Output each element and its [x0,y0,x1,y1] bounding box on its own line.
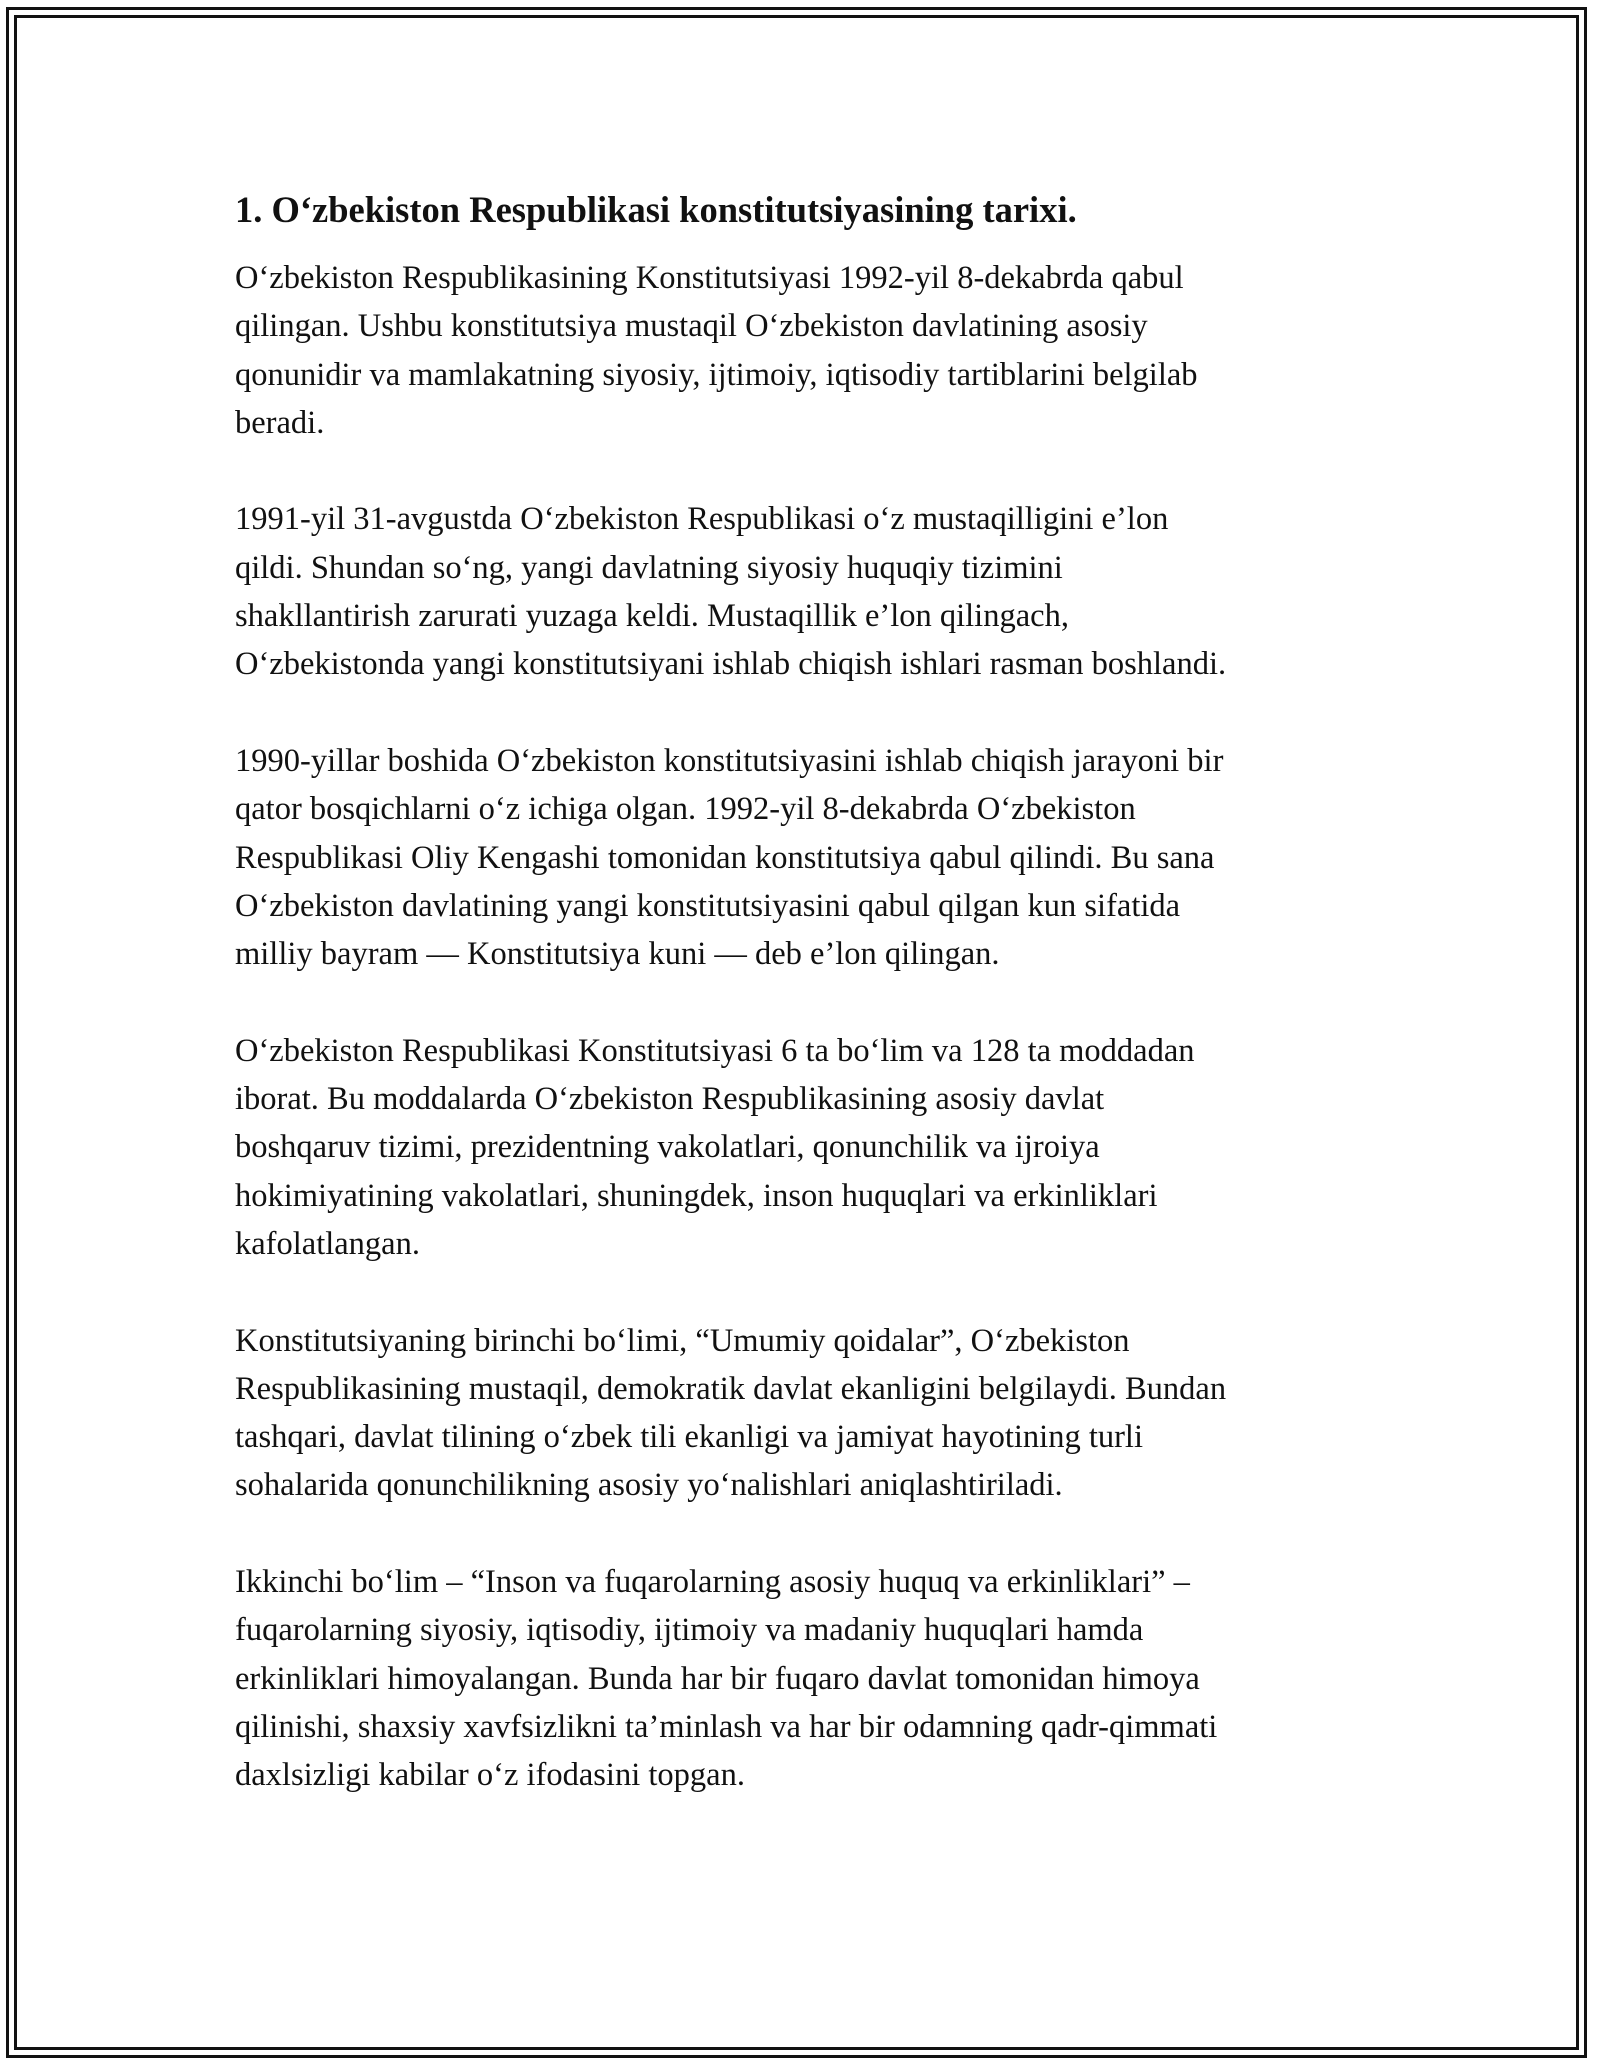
text-line: 1990-yillar boshida O‘zbekiston konstitutsiyasini ishlab chiqish jarayoni bir [235,742,1224,779]
text-line: Konstitutsiyaning birinchi bo‘limi, “Umumiy qoidalar”, O‘zbekiston [235,1322,1130,1359]
text-line: fuqarolarning siyosiy, iqtisodiy, ijtimoiy va madaniy huquqlari hamda [235,1612,1144,1649]
paragraph-second-section [235,1558,1365,1799]
text-line: qildi. Shundan so‘ng, yangi davlatning siyosiy huquqiy tizimini [235,549,1063,586]
document-body [235,186,1365,1848]
text-line: O‘zbekiston Respublikasi Konstitutsiyasi 6 ta bo‘lim va 128 ta moddadan [235,1032,1195,1069]
text-line: O‘zbekiston Respublikasining Konstitutsiyasi 1992-yil 8-dekabrda qabul [235,260,1184,296]
text-line: qilingan. Ushbu konstitutsiya mustaqil O‘zbekiston davlatining asosiy [235,308,1148,345]
text-line: beradi. [235,404,325,441]
paragraph-drafting-process [235,737,1365,978]
text-line: O‘zbekistonda yangi konstitutsiyani ishlab chiqish ishlari rasman boshlandi. [235,646,1227,683]
text-line: qator bosqichlarni o‘z ichiga olgan. 1992-yil 8-dekabrda O‘zbekiston [235,791,1136,828]
text-line: boshqaruv tizimi, prezidentning vakolatlari, qonunchilik va ijroiya [235,1129,1100,1166]
paragraph-adoption [235,254,1365,447]
paragraph-structure [235,1027,1365,1268]
text-line: shakllantirish zarurati yuzaga keldi. Mustaqillik e’lon qilingach, [235,598,1069,635]
text-line: tashqari, davlat tilining o‘zbek tili ekanligi va jamiyat hayotining turli [235,1419,1143,1456]
text-line: Ikkinchi bo‘lim – “Inson va fuqarolarning asosiy huquq va erkinliklari” – [235,1564,1190,1601]
text-line: kafolatlangan. [235,1225,420,1262]
text-line: erkinliklari himoyalangan. Bunda har bir fuqaro davlat tomonidan himoya [235,1660,1200,1697]
paragraph-first-section [235,1317,1365,1510]
text-line: hokimiyatining vakolatlari, shuningdek, inson huquqlari va erkinliklari [235,1177,1158,1214]
text-line: Respublikasi Oliy Kengashi tomonidan konstitutsiya qabul qilindi. Bu sana [235,839,1215,876]
text-line: milliy bayram — Konstitutsiya kuni — deb e’lon qilingan. [235,936,1000,973]
text-line: daxlsizligi kabilar o‘z ifodasini topgan. [235,1757,745,1794]
text-line: sohalarida qonunchilikning asosiy yo‘nalishlari aniqlashtiriladi. [235,1467,1063,1504]
text-line: Respublikasining mustaqil, demokratik davlat ekanligini belgilaydi. Bundan [235,1370,1227,1407]
section-heading: 1. O‘zbekiston Respublikasi konstitutsiyasining tarixi. [235,189,1077,230]
text-line: O‘zbekiston davlatining yangi konstitutsiyasini qabul qilgan kun sifatida [235,887,1181,924]
text-line: qilinishi, shaxsiy xavfsizlikni ta’minlash va har bir odamning qadr-qimmati [235,1708,1218,1745]
paragraph-independence [235,495,1365,688]
text-line: iborat. Bu moddalarda O‘zbekiston Respublikasining asosiy davlat [235,1081,1105,1118]
text-line: 1991-yil 31-avgustda O‘zbekiston Respublikasi o‘z mustaqilligini e’lon [235,501,1169,538]
text-line: qonunidir va mamlakatning siyosiy, ijtimoiy, iqtisodiy tartiblarini belgilab [235,356,1198,393]
